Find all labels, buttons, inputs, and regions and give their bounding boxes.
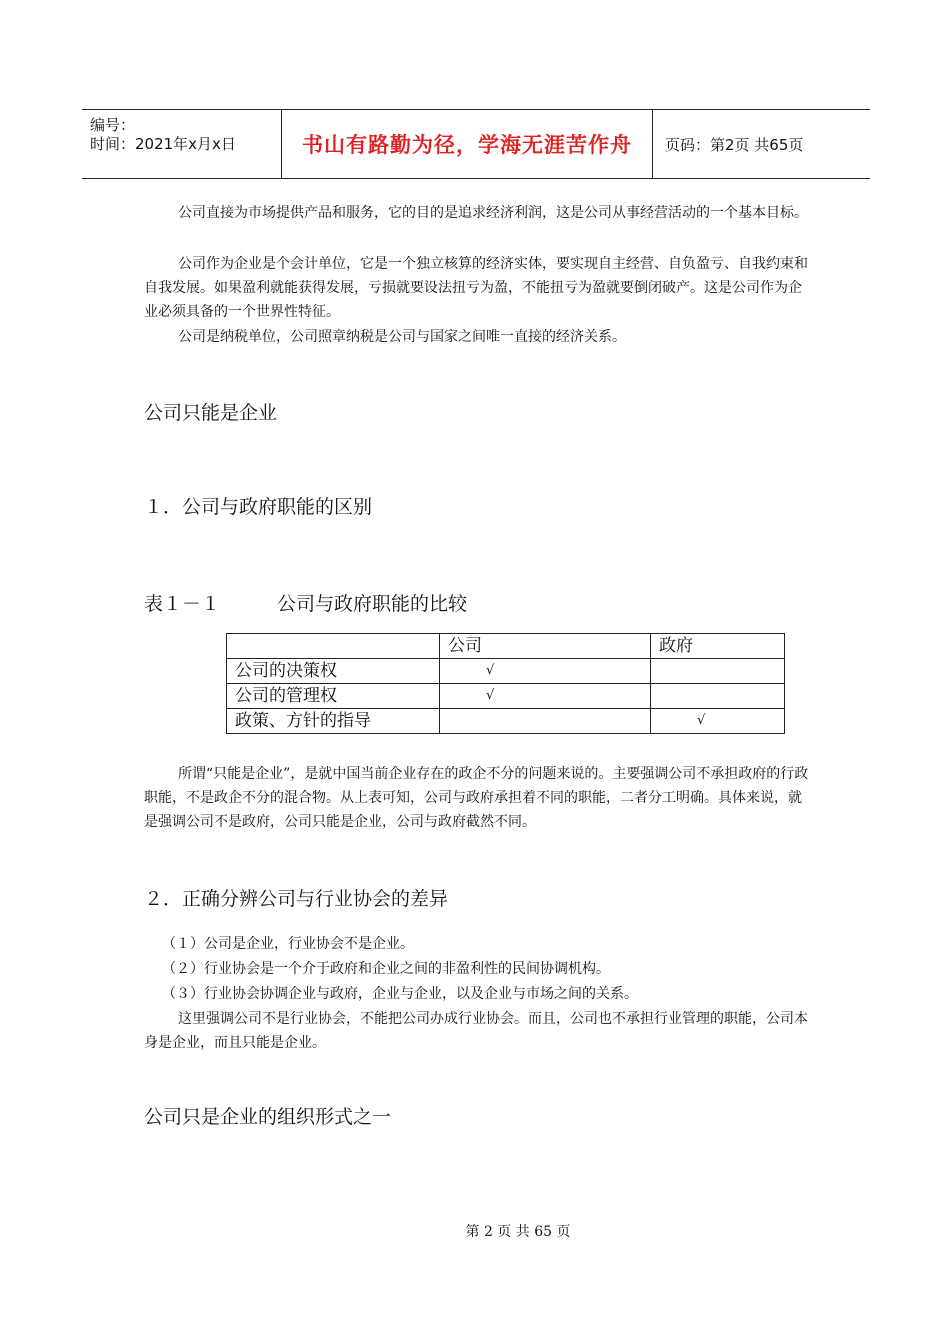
list-item: （１）公司是企业，行业协会不是企业。 [162, 936, 414, 952]
paragraph-1: 公司直接为市场提供产品和服务，它的目的是追求经济利润，这是公司从事经营活动的一个基本目标。 [178, 205, 808, 221]
check-mark: √ [440, 684, 651, 709]
list-item: （２）行业协会是一个介于政府和企业之间的非盈利性的民间协调机构。 [162, 961, 610, 977]
table-row [227, 684, 785, 709]
table-header-row [227, 634, 785, 659]
table-header-cell [227, 634, 440, 659]
table-row-label: 公司的决策权 [227, 659, 440, 684]
table-row-label: 政策、方针的指导 [227, 709, 440, 734]
table-header-cell: 政府 [651, 634, 785, 659]
table-cell [651, 659, 785, 684]
section-heading-2: １．公司与政府职能的区别 [144, 496, 373, 518]
list-item: （３）行业协会协调企业与政府，企业与企业，以及企业与市场之间的关系。 [162, 986, 638, 1002]
table-cell [440, 709, 651, 734]
table-row-label: 公司的管理权 [227, 684, 440, 709]
table-cell [651, 684, 785, 709]
time-label: 时间：2021年x月x日 [90, 135, 236, 153]
table-header-cell: 公司 [440, 634, 651, 659]
paragraph-after-list: 这里强调公司不是行业协会，不能把公司办成行业协会。而且，公司也不承担行业管理的职能，公司本身是企业，而且只能是企业。 [144, 1011, 808, 1051]
header-meta [82, 110, 282, 178]
section-heading-3: ２．正确分辨公司与行业协会的差异 [144, 888, 449, 910]
paragraph-2: 公司作为企业是个会计单位，它是一个独立核算的经济实体，要实现自主经营、自负盈亏、自我约束和自我发展。如果盈利就能获得发展，亏损就要设法扭亏为盈，不能扭亏为盈就要倒闭破产。这是公司作为企业必须具备的一个世界性特征。 [144, 256, 808, 320]
table-row [227, 709, 785, 734]
check-mark: √ [651, 709, 785, 734]
code-label: 编号： [90, 116, 136, 134]
check-mark: √ [440, 659, 651, 684]
table-row [227, 659, 785, 684]
header-motto: 书山有路勤为径，学海无涯苦作舟 [282, 110, 653, 178]
section-heading-1: 公司只能是企业 [144, 402, 278, 424]
header-page-info: 页码：第2页 共65页 [665, 135, 804, 154]
page-footer: 第 2 页 共 65 页 [465, 1224, 571, 1240]
page-header [82, 109, 870, 179]
paragraph-3: 公司是纳税单位，公司照章纳税是公司与国家之间唯一直接的经济关系。 [178, 329, 626, 345]
section-heading-4: 公司只是企业的组织形式之一 [144, 1106, 392, 1128]
paragraph-after-table: 所谓“只能是企业”，是就中国当前企业存在的政企不分的问题来说的。主要强调公司不承担政府的行政职能，不是政企不分的混合物。从上表可知，公司与政府承担着不同的职能，二者分工明确。具体来说，就是强调公司不是政府，公司只能是企业，公司与政府截然不同。 [144, 766, 809, 830]
comparison-table [226, 633, 785, 734]
table-caption: 表１－１ 公司与政府职能的比较 [144, 593, 468, 615]
